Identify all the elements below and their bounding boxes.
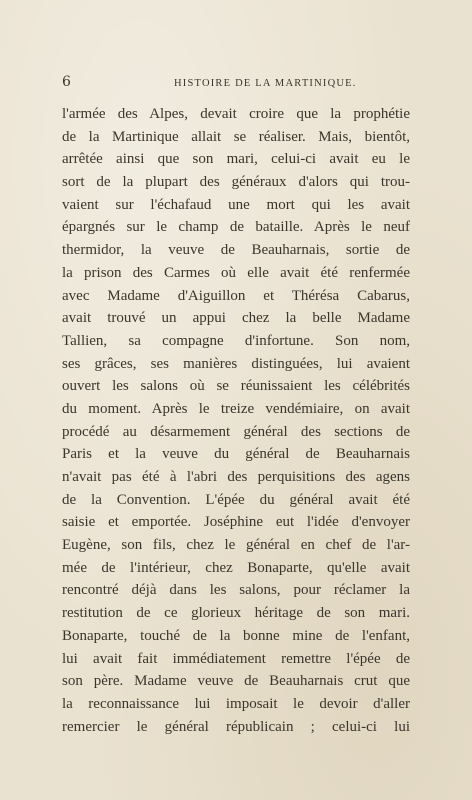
text-line: vaient sur l'échafaud une mort qui les avait [62, 196, 410, 213]
text-line: thermidor, la veuve de Beauharnais, sortie de [62, 242, 410, 259]
text-line: n'avait pas été à l'abri des perquisitions des agens [62, 469, 410, 485]
text-line: du moment. Après le treize vendémiaire, on avait [62, 400, 410, 417]
text-line: remercier le général républicain ; celui-ci lui [62, 718, 410, 735]
text-line: Tallien, sa compagne d'infortune. Son nom, [62, 332, 410, 349]
text-line: de la Martinique allait se réaliser. Mais, bientôt, [62, 128, 410, 145]
text-line: avait trouvé un appui chez la belle Madame [62, 310, 410, 327]
text-line: rencontré déjà dans les salons, pour réclamer la [62, 582, 410, 599]
text-line: avec Madame d'Aiguillon et Thérésa Cabarus, [62, 287, 410, 304]
text-line: l'armée des Alpes, devait croire que la prophétie [62, 106, 410, 122]
text-line: la prison des Carmes où elle avait été renfermée [62, 264, 410, 281]
text-line: Eugène, son fils, chez le général en chef de l'ar- [62, 537, 410, 554]
text-line: arrêtée ainsi que son mari, celui-ci avait eu le [62, 151, 410, 168]
running-title: HISTOIRE DE LA MARTINIQUE. [174, 78, 357, 89]
text-line: restitution de ce glorieux héritage de son mari. [62, 605, 410, 622]
body-text [62, 103, 410, 738]
text-line: ouvert les salons où se réunissaient les célébrités [62, 378, 410, 395]
text-line: épargnés sur le champ de bataille. Après le neuf [62, 219, 410, 236]
text-line: de la Convention. L'épée du général avait été [62, 491, 410, 508]
text-line: mée de l'intérieur, chez Bonaparte, qu'elle avait [62, 559, 410, 576]
text-line: la reconnaissance lui imposait le devoir d'aller [62, 695, 410, 712]
text-line: saisie et emportée. Joséphine eut l'idée d'envoyer [62, 514, 410, 531]
text-line: procédé au désarmement général des sections de [62, 423, 410, 440]
text-line: son père. Madame veuve de Beauharnais crut que [62, 673, 410, 690]
text-line: sort de la plupart des généraux d'alors qui trou- [62, 174, 410, 191]
text-line: lui avait fait immédiatement remettre l'épée de [62, 650, 410, 667]
running-head [62, 74, 410, 92]
text-line: ses grâces, ses manières distinguées, lui avaient [62, 355, 410, 372]
text-line: Bonaparte, touché de la bonne mine de l'enfant, [62, 627, 410, 644]
page-number: 6 [62, 74, 71, 90]
text-line: Paris et la veuve du général de Beauharnais [62, 446, 410, 463]
